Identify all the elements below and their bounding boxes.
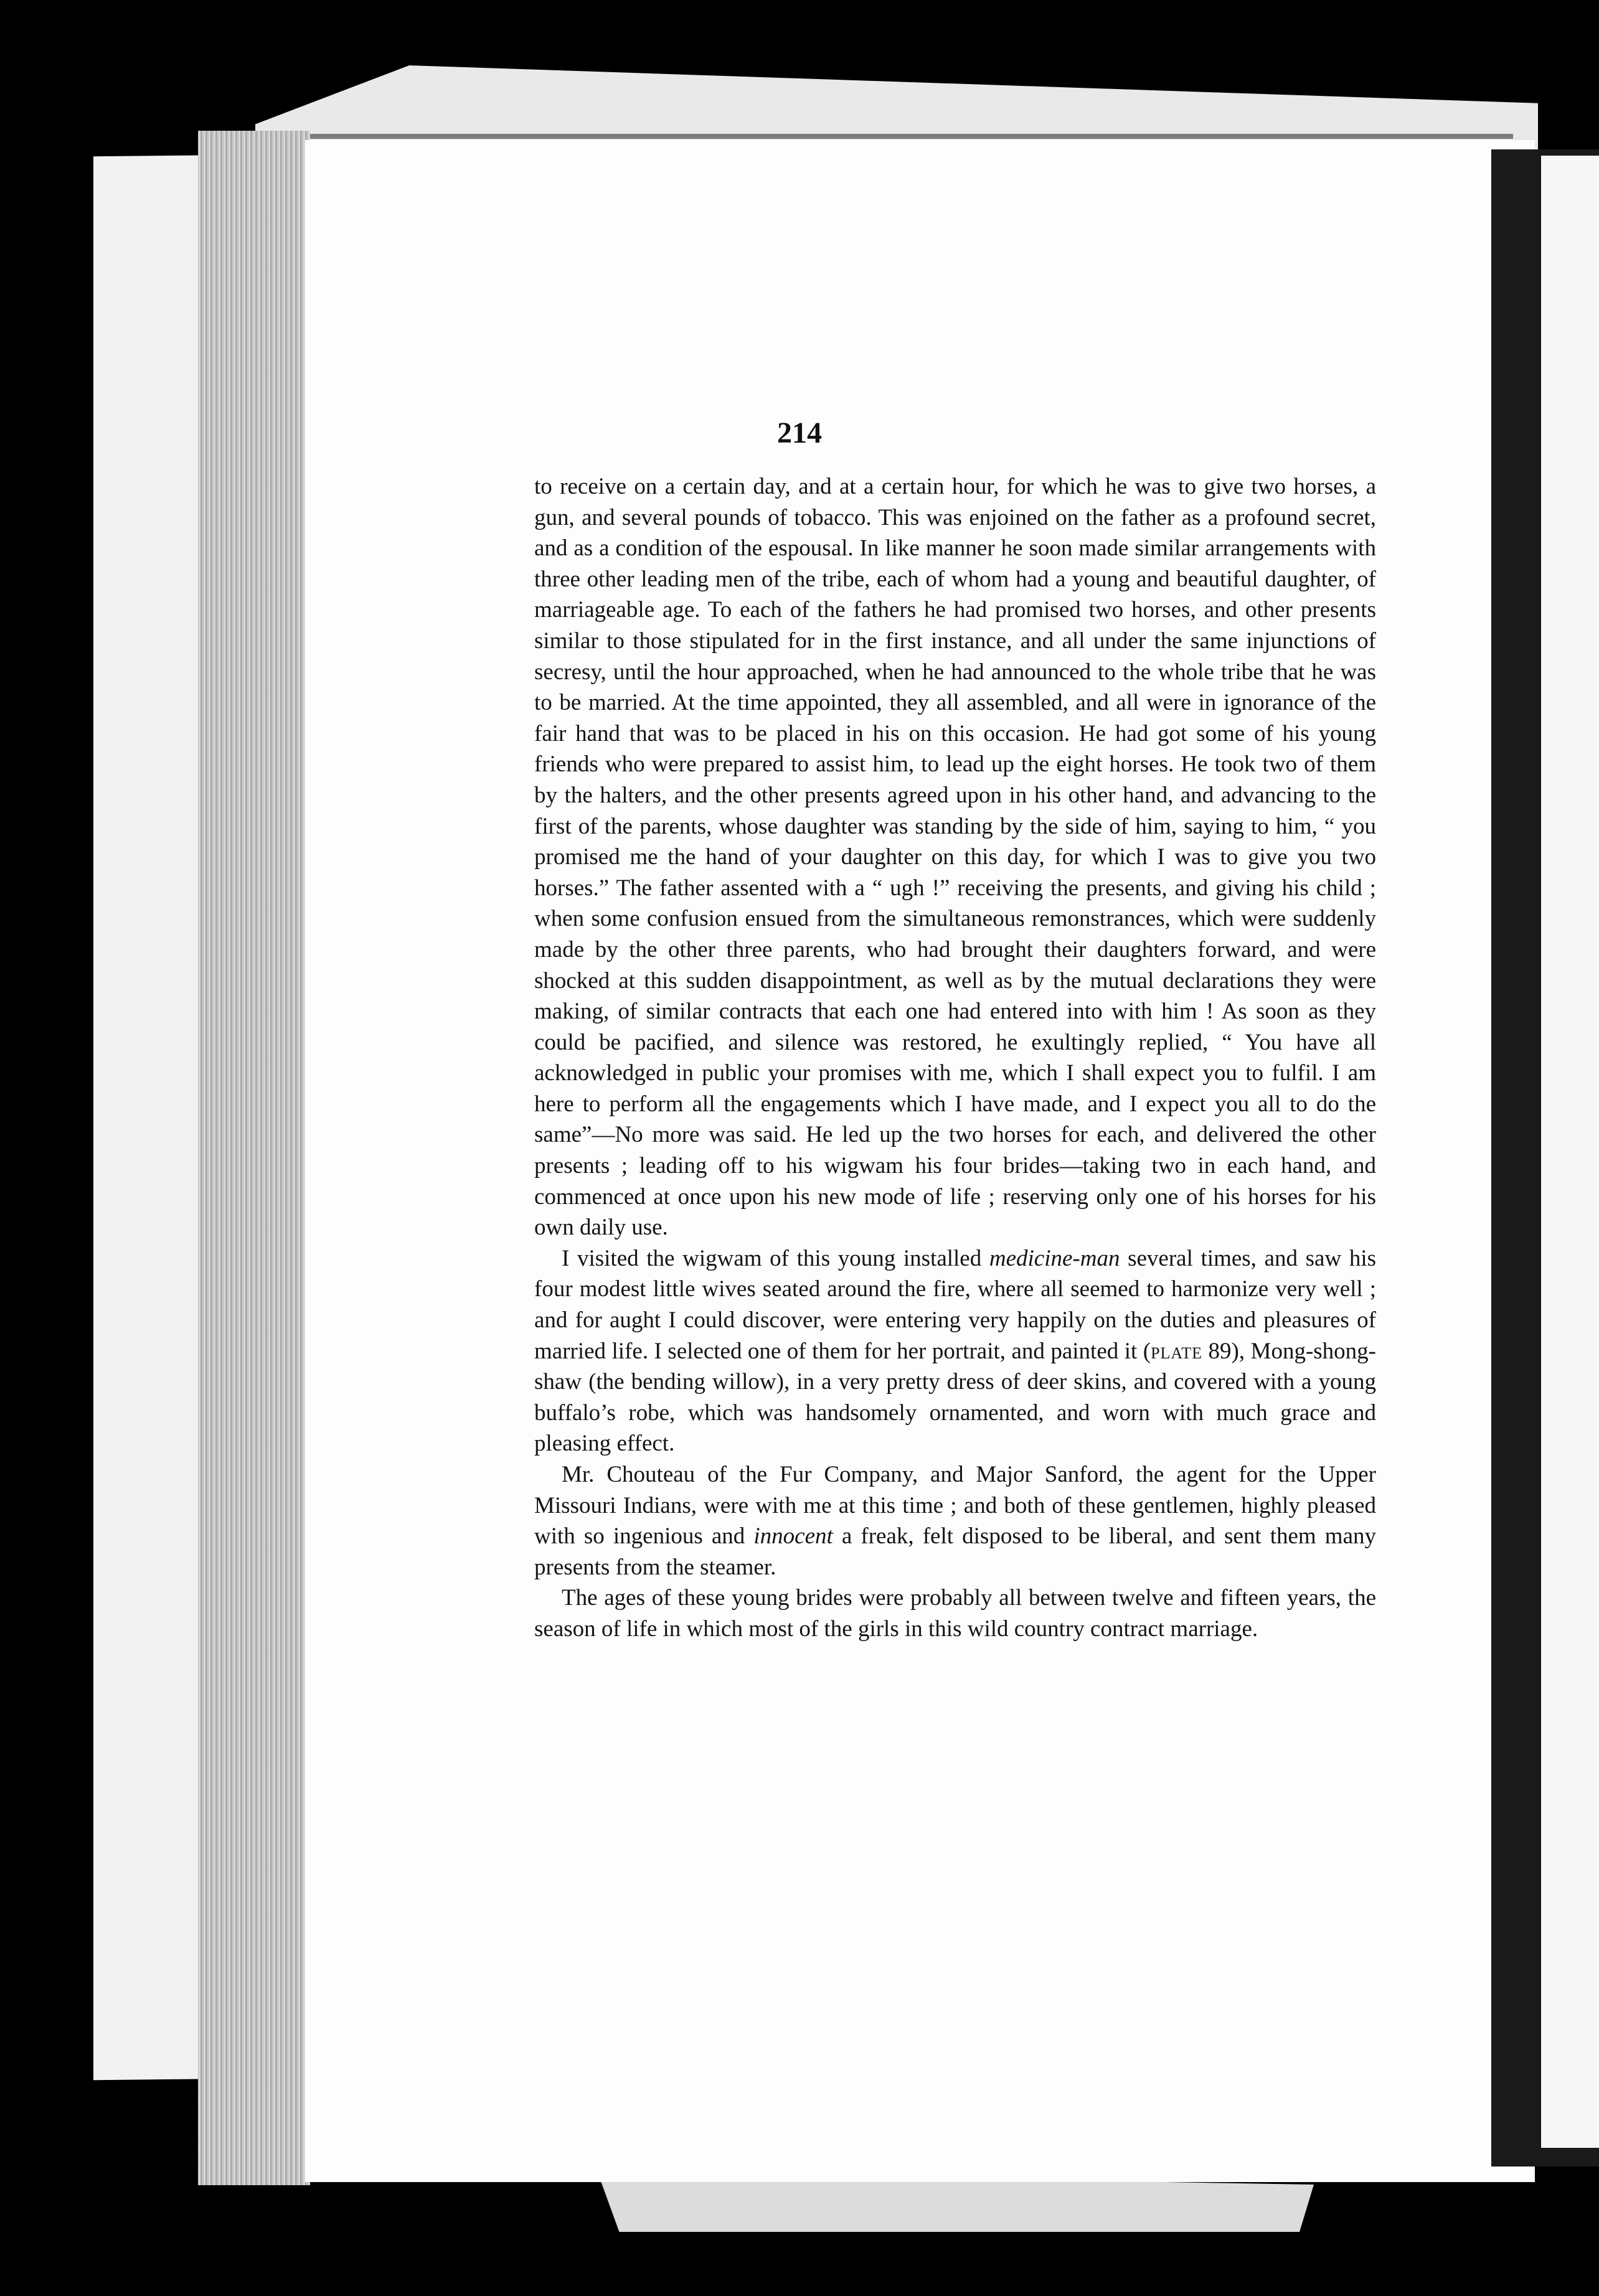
facing-page-edge	[1541, 156, 1599, 2148]
paragraph-2-part-2: several times, and saw his four modest little wives seated around the fire, where all seemed to harmonize very well ; and for aught I could discover, were entering very happily on the duties and pleasures of married life. I selected one of them for her portrait, and painted it (	[534, 1245, 1376, 1364]
plate-reference-label: plate	[1151, 1338, 1203, 1364]
paragraph-2	[534, 1243, 1376, 1459]
paragraph-3-italic: innocent	[753, 1523, 833, 1550]
paragraph-3-part-2: a freak, felt disposed to be liberal, and sent them many presents from the steamer.	[534, 1523, 1376, 1580]
paragraph-4: The ages of these young brides were probably all between twelve and fifteen years, the season of life in which most of the girls in this wild country contract marriage.	[534, 1585, 1376, 1642]
paragraph-2-italic: medicine-man	[989, 1245, 1120, 1271]
paragraph-2-part-3: 89), Mong-shong-shaw (the bending willow), in a very pretty dress of deer skins, and covered with a young buffalo’s robe, which was handsomely ornamented, and worn with much grace and pleasing effect.	[534, 1338, 1376, 1457]
page-number: 214	[777, 416, 822, 449]
body-text	[534, 471, 1376, 1645]
paragraph-1: to receive on a certain day, and at a certain hour, for which he was to give two horses, a gun, and several pounds of tobacco. This was enjoined on the father as a profound secret, and as a condition of the espousal. In like manner he soon made similar arrangements with three other leading men of the tribe, each of whom had a young and beautiful daughter, of marriageable age. To each of the fathers he had promised two horses, and other presents similar to those stipulated for in the first instance, and all under the same injunctions of secresy, until the hour approached, when he had announced to the whole tribe that he was to be married. At the time appointed, they all assembled, and all were in ignorance of the fair hand that was to be placed in his on this occasion. He had got some of his young friends who were prepared to assist him, to lead up the eight horses. He took two of them by the halters, and the other presents agreed upon in his other hand, and advancing to the first of the parents, whose daughter was standing by the side of him, saying to him, “ you promised me the hand of your daughter on this day, for which I was to give you two horses.” The father assented with a “ ugh !” receiving the presents, and giving his child ; when some confusion ensued from the simultaneous remonstrances, which were suddenly made by the other three parents, who had brought their daughters forward, and were shocked at this sudden disappointment, as well as by the mutual declarations they were making, of similar contracts that each one had entered into with him ! As soon as they could be pacified, and silence was restored, he exultingly replied, “ You have all acknowledged in public your promises with me, which I shall expect you to fulfil. I am here to perform all the engagements which I have made, and I expect you all to do the same”—No more was said. He led up the two horses for each, and delivered the other presents ; leading off to his wigwam his four brides—taking two in each hand, and commenced at once upon his new mode of life ; reserving only one of his horses for his own daily use.	[534, 474, 1376, 1241]
paragraph-2-part-1: I visited the wigwam of this young installed	[562, 1245, 989, 1271]
top-edge-shadow	[268, 134, 1513, 139]
paragraph-3-part-1: Mr. Chouteau of the Fur Company, and Major Sanford, the agent for the Upper Missouri Indians, were with me at this time ; and both of these gentlemen, highly pleased with so ingenious and	[534, 1462, 1376, 1550]
paragraph-3	[534, 1459, 1376, 1583]
